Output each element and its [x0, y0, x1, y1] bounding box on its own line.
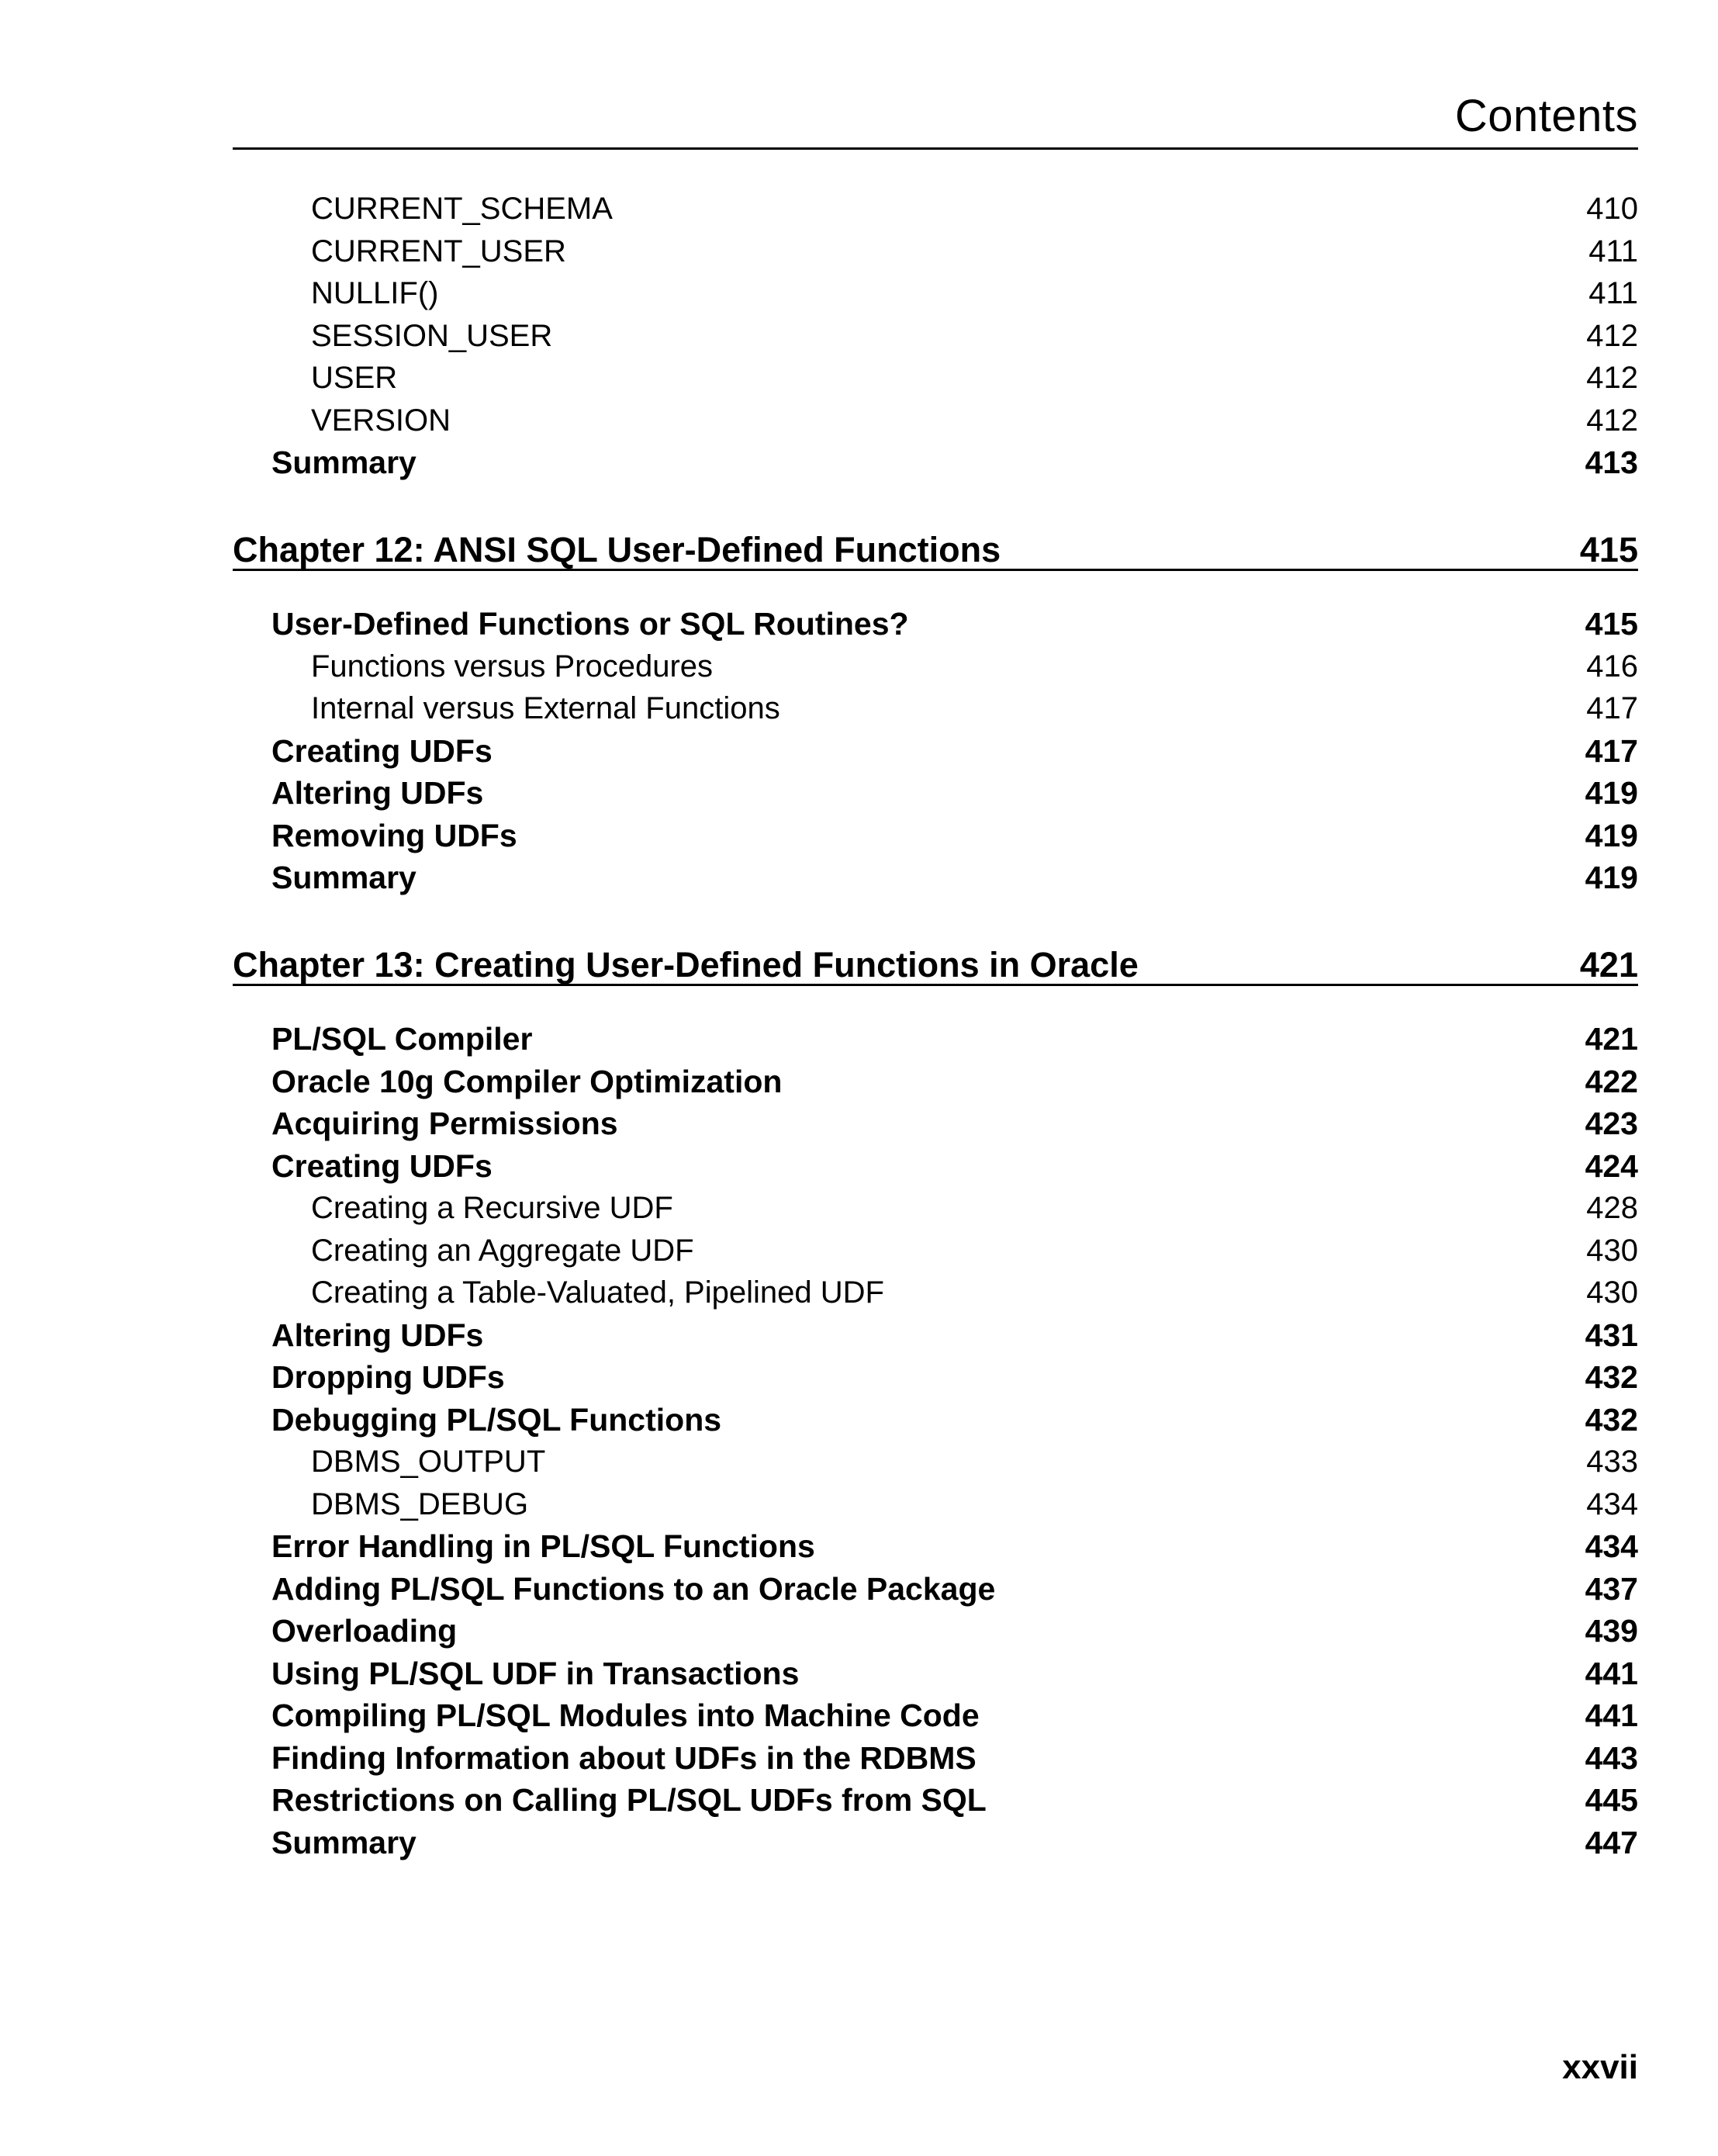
running-header: [233, 85, 1638, 150]
toc-entry[interactable]: [233, 1272, 1638, 1314]
chapter-page: 415: [1579, 530, 1638, 569]
toc-entry-page: 411: [1588, 276, 1638, 310]
toc-entry[interactable]: [233, 1525, 1638, 1568]
toc-entry-label: Debugging PL/SQL Functions: [271, 1401, 722, 1438]
toc-entry-label: Restrictions on Calling PL/SQL UDFs from SQL: [271, 1782, 987, 1818]
toc-entry-label: Altering UDFs: [271, 1317, 484, 1353]
toc-entry-label: USER: [311, 361, 398, 395]
chapter-page: 421: [1579, 945, 1638, 985]
toc-entry[interactable]: [233, 1610, 1638, 1652]
toc-entry[interactable]: [233, 1145, 1638, 1188]
toc-entry[interactable]: [233, 357, 1638, 400]
toc-entry-label: Creating an Aggregate UDF: [311, 1233, 694, 1268]
toc-entry-label: DBMS_OUTPUT: [311, 1445, 546, 1479]
toc-entry[interactable]: [233, 1102, 1638, 1145]
toc-entry-label: Functions versus Procedures: [311, 649, 714, 683]
toc-entry[interactable]: [233, 857, 1638, 899]
toc-entry-page: 428: [1586, 1191, 1638, 1225]
toc-entry-page: 439: [1585, 1613, 1638, 1649]
toc-entry-page: 415: [1585, 606, 1638, 642]
toc-entry-page: 441: [1585, 1655, 1638, 1691]
toc-entry-page: 430: [1586, 1275, 1638, 1310]
toc-entry-page: 434: [1585, 1528, 1638, 1564]
toc-entry-page: 419: [1585, 860, 1638, 895]
toc-entry[interactable]: [233, 400, 1638, 442]
toc-entry-page: 441: [1585, 1697, 1638, 1733]
toc-entry-label: Internal versus External Functions: [311, 691, 780, 725]
page-number: xxvii: [1562, 2048, 1638, 2086]
toc-entry-page: 412: [1586, 318, 1638, 353]
toc-entry-page: 416: [1586, 649, 1638, 683]
chapter-12-heading[interactable]: [233, 522, 1638, 571]
toc-entry-label: Removing UDFs: [271, 817, 517, 853]
toc-entry-label: Altering UDFs: [271, 775, 484, 811]
toc-entry[interactable]: [233, 1018, 1638, 1061]
toc-continued-list: [233, 188, 1638, 484]
toc-entry-page: 421: [1585, 1021, 1638, 1057]
toc-entry-page: 447: [1585, 1824, 1638, 1860]
chapter-12-entries: [233, 603, 1638, 899]
chapter-13-entries: [233, 1018, 1638, 1864]
toc-entry-page: 422: [1585, 1063, 1638, 1099]
toc-entry-label: PL/SQL Compiler: [271, 1021, 533, 1057]
toc-entry-label: Creating UDFs: [271, 732, 493, 769]
toc-entry[interactable]: [233, 1314, 1638, 1357]
toc-entry-page: 417: [1586, 691, 1638, 725]
toc-entry[interactable]: [233, 272, 1638, 315]
toc-entry-label: Using PL/SQL UDF in Transactions: [271, 1655, 800, 1691]
toc-entry-label: Overloading: [271, 1613, 458, 1649]
chapter-title: Chapter 13: Creating User-Defined Functions in Oracle: [233, 945, 1139, 985]
toc-entry[interactable]: [233, 815, 1638, 857]
toc-entry[interactable]: [233, 1399, 1638, 1441]
toc-entry-label: CURRENT_USER: [311, 234, 566, 268]
toc-entry-page: 411: [1588, 234, 1638, 268]
toc-entry-label: VERSION: [311, 403, 451, 438]
toc-entry[interactable]: [233, 188, 1638, 230]
toc-entry[interactable]: [233, 1737, 1638, 1780]
toc-entry-label: User-Defined Functions or SQL Routines?: [271, 606, 909, 642]
toc-entry[interactable]: [233, 441, 1638, 484]
toc-entry-label: Creating UDFs: [271, 1147, 493, 1184]
toc-entry[interactable]: [233, 315, 1638, 358]
toc-entry[interactable]: [233, 1187, 1638, 1230]
toc-entry-label: Summary: [271, 1824, 417, 1860]
toc-entry[interactable]: [233, 1652, 1638, 1695]
toc-entry[interactable]: [233, 645, 1638, 688]
toc-entry-label: Acquiring Permissions: [271, 1106, 618, 1141]
toc-entry-page: 432: [1585, 1359, 1638, 1395]
toc-entry[interactable]: [233, 772, 1638, 815]
toc-entry-page: 434: [1586, 1486, 1638, 1521]
toc-entry[interactable]: [233, 1822, 1638, 1864]
toc-entry[interactable]: [233, 1356, 1638, 1399]
toc-entry-page: 417: [1585, 732, 1638, 769]
toc-entry-page: 413: [1585, 445, 1638, 480]
toc-entry-page: 443: [1585, 1739, 1638, 1776]
toc-entry-page: 437: [1585, 1570, 1638, 1607]
chapter-13-heading[interactable]: [233, 937, 1638, 986]
toc-entry-label: Finding Information about UDFs in the RDBMS: [271, 1739, 977, 1776]
toc-entry-page: 412: [1586, 361, 1638, 395]
toc-entry[interactable]: [233, 1694, 1638, 1737]
toc-entry-label: CURRENT_SCHEMA: [311, 192, 613, 226]
toc-entry[interactable]: [233, 1483, 1638, 1526]
toc-entry-page: 431: [1585, 1317, 1638, 1353]
toc-entry-page: 412: [1586, 403, 1638, 438]
chapter-title: Chapter 12: ANSI SQL User-Defined Functions: [233, 530, 1001, 569]
toc-entry-label: Error Handling in PL/SQL Functions: [271, 1528, 815, 1564]
toc-entry-page: 432: [1585, 1401, 1638, 1438]
toc-entry[interactable]: [233, 230, 1638, 273]
toc-entry-page: 424: [1585, 1147, 1638, 1184]
toc-entry-page: 419: [1585, 817, 1638, 853]
toc-entry-label: Compiling PL/SQL Modules into Machine Code: [271, 1697, 980, 1733]
toc-entry[interactable]: [233, 603, 1638, 645]
toc-entry[interactable]: [233, 1779, 1638, 1822]
toc-entry-label: Creating a Table-Valuated, Pipelined UDF: [311, 1275, 884, 1310]
toc-entry-label: DBMS_DEBUG: [311, 1486, 529, 1521]
document-page: [233, 0, 1638, 2156]
toc-entry-page: 445: [1585, 1782, 1638, 1818]
toc-entry[interactable]: [233, 1568, 1638, 1611]
toc-entry-label: Dropping UDFs: [271, 1359, 505, 1395]
toc-entry-label: SESSION_USER: [311, 318, 553, 353]
toc-entry-page: 419: [1585, 775, 1638, 811]
toc-entry-label: Creating a Recursive UDF: [311, 1191, 673, 1225]
toc-entry[interactable]: [233, 730, 1638, 773]
toc-entry[interactable]: [233, 1230, 1638, 1272]
toc-entry-page: 433: [1586, 1445, 1638, 1479]
toc-entry-label: Adding PL/SQL Functions to an Oracle Package: [271, 1570, 996, 1607]
toc-entry[interactable]: [233, 687, 1638, 730]
toc-entry-label: Summary: [271, 860, 417, 895]
toc-entry-page: 410: [1586, 192, 1638, 226]
toc-entry-label: NULLIF(): [311, 276, 439, 310]
toc-entry[interactable]: [233, 1061, 1638, 1103]
toc-entry-label: Summary: [271, 445, 417, 480]
toc-entry-label: Oracle 10g Compiler Optimization: [271, 1063, 783, 1099]
page-title: Contents: [1454, 91, 1638, 141]
toc-entry-page: 423: [1585, 1106, 1638, 1141]
toc-entry[interactable]: [233, 1441, 1638, 1483]
toc-entry-page: 430: [1586, 1233, 1638, 1268]
